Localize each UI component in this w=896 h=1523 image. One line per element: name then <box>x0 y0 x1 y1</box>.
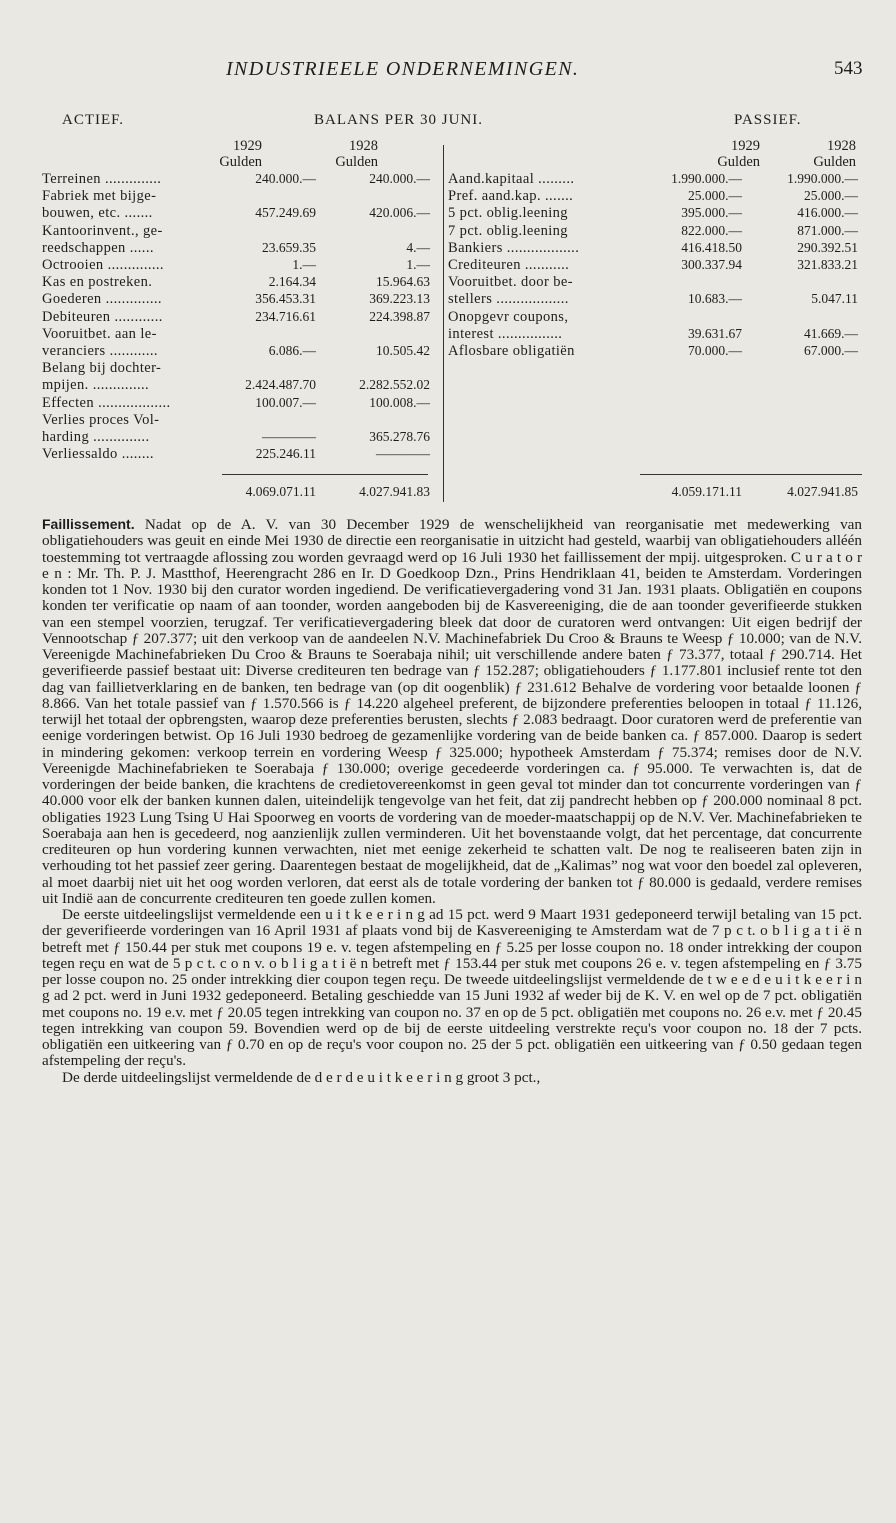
assets-row-value-1928: 4.— <box>406 239 430 255</box>
assets-row-label: Terreinen .............. <box>42 171 162 187</box>
liabilities-row-label: Vooruitbet. door be- <box>448 274 573 291</box>
paragraph-faillissement <box>42 516 862 907</box>
body-text <box>42 516 862 1086</box>
liabilities-row-label: Crediteuren ........... <box>448 257 570 273</box>
assets-row-value-1928: 100.008.— <box>369 394 430 410</box>
assets-row-label: Kas en postreken. <box>42 274 153 291</box>
liabilities-total-1929: 4.059.171.11 <box>671 484 742 499</box>
liabilities-row-value-1928: 1.990.000.— <box>787 171 858 186</box>
liab-unit-1929: Gulden <box>717 154 760 170</box>
liabilities-row-label: stellers .................. <box>448 291 569 308</box>
liabilities-row-value-1929: 822.000.— <box>681 222 742 238</box>
assets-total-1928: 4.027.941.83 <box>359 484 430 499</box>
liab-year-1928: 1928 <box>827 138 856 154</box>
assets-row-label: Effecten .................. <box>42 394 171 411</box>
assets-total-rule <box>222 474 428 475</box>
assets-header: ACTIEF. <box>62 112 125 128</box>
assets-row-label: Goederen .............. <box>42 291 162 308</box>
liabilities-total-1928: 4.027.941.85 <box>787 484 858 499</box>
section-heading: Faillissement. <box>42 516 135 532</box>
liabilities-row-value-1929: 416.418.50 <box>681 239 742 255</box>
assets-row-value-1929: 225.246.11 <box>255 446 316 462</box>
liabilities-row-value-1929: 10.683.— <box>688 291 742 307</box>
assets-row-label: harding .............. <box>42 429 150 445</box>
assets-row-label: Octrooien .............. <box>42 257 164 273</box>
liabilities-row-value-1928: 290.392.51 <box>797 239 858 255</box>
assets-row-value-1929: 2.424.487.70 <box>245 377 316 393</box>
liabilities-row-value-1928: 5.047.11 <box>811 291 858 307</box>
liabilities-row-value-1928: 321.833.21 <box>797 257 858 272</box>
assets-row-value-1928: 369.223.13 <box>369 291 430 307</box>
assets-row-value-1928: 240.000.— <box>369 171 430 186</box>
assets-row-value-1929: 2.164.34 <box>268 274 316 290</box>
assets-row-value-1929: 356.453.31 <box>255 291 316 307</box>
assets-row-label: Vooruitbet. aan le- <box>42 325 157 342</box>
liabilities-row-label: Pref. aand.kap. ....... <box>448 188 574 205</box>
assets-row-label: Debiteuren ............ <box>42 308 163 325</box>
column-divider <box>443 145 444 502</box>
assets-year-1929: 1929 <box>233 138 262 154</box>
assets-row-value-1929: 1.— <box>292 257 316 272</box>
assets-row-label: Belang bij dochter- <box>42 360 162 377</box>
assets-unit-1929: Gulden <box>219 154 262 170</box>
liabilities-row-value-1928: 25.000.— <box>804 188 858 204</box>
assets-row-value-1928: 2.282.552.02 <box>359 377 430 393</box>
liabilities-row-value-1929: 25.000.— <box>688 188 742 204</box>
assets-row-value-1929: 240.000.— <box>255 171 316 186</box>
balance-title: BALANS PER 30 JUNI. <box>314 112 484 128</box>
assets-row-value-1928: 420.006.— <box>369 205 430 221</box>
assets-row-label: veranciers ............ <box>42 343 158 359</box>
liabilities-row-value-1928: 67.000.— <box>804 343 858 358</box>
liabilities-row-value-1929: 39.631.67 <box>688 325 742 341</box>
liabilities-row-value-1929: 1.990.000.— <box>671 171 742 186</box>
liab-unit-1928: Gulden <box>813 154 856 170</box>
assets-total-1929: 4.069.071.11 <box>245 484 316 499</box>
assets-row-value-1928: 15.964.63 <box>376 274 430 290</box>
assets-row-label: bouwen, etc. ....... <box>42 205 153 222</box>
assets-row-value-1928: ———— <box>376 446 430 462</box>
assets-row-value-1929: 234.716.61 <box>255 308 316 324</box>
paragraph-1: Nadat op de A. V. van 30 December 1929 de wenschelijkheid van reorganisatie met medewerking van obligatiehouders was geuit en einde Mei 1930 de directie een reorganisatie in uitzicht had gesteld, waarbij van obligatiehouders alléén toestemming tot vertraagde aflossing zou worden gevraagd werd op 16 Juli 1930 het faillissement der mpij. uitgesproken. C u r a t o r e n : Mr. Th. P. J. Mastthof, Heerengracht 286 en Ir. D Goedkoop Dzn., Prins Hendriklaan 41, beiden te Amsterdam. Vorderingen konden tot 1 Nov. 1930 bij den curator worden ingediend. De verificatievergadering vond 31 Jan. 1931 plaats. Obligatiën en coupons konden ter verificatie op naam of aan toonder, worden aangeboden bij de Kasvereeniging, die de aan toonder geverifieerde stukken van een stempel voorzien, terugzaf. Ter verificatievergadering bleek dat door de curatoren werd ontvangen: Uit eigen bedrijf der Vennootschap ƒ 207.377; uit den verkoop van de aandeelen N.V. Machinefabriek Du Croo & Brauns te Weesp ƒ 10.000; van de N.V. Vereenigde Machinefabrieken Du Croo & Brauns te Soerabaja nihil; uit verschillende andere baten ƒ 73.377, totaal ƒ 290.714. Het geverifieerde passief bestaat uit: Diverse crediteuren ten bedrage van ƒ 152.287; obligatiehouders ƒ 1.177.801 inclusief rente tot den dag van faillietverklaring en de banken, ten bedrage van (op dit oogenblik) ƒ 231.612 Behalve de vordering voor betaalde loonen ƒ 8.866. Van het totale passief van ƒ 1.570.566 is ƒ 14.220 algeheel preferent, de bijzondere preferenties beloopen in totaal ƒ 11.126, terwijl het totaal der opbrengsten, waarop deze preferenties berusten, slechts ƒ 2.083 bedraagt. Door curatoren werd de preferentie van eenige vorderingen betwist. Op 16 Juli 1930 bedroeg de gezamenlijke vordering van de beide banken ca. ƒ 857.000. Daarop is sedert in mindering gekomen: verkoop terrein en vordering Weesp ƒ 325.000; hypotheek Amsterdam ƒ 75.374; remises door de N.V. Vereenigde Machinefabrieken te Soerabaja ƒ 130.000; overige gecedeerde vorderingen ca. ƒ 95.000. Te verwachten is, dat de vorderingen der beide banken, die krachtens de credietovereenkomst in geen geval tot minder dan tot concurrente vorderingen van ƒ 40.000 voor elk der banken kunnen dalen, uiteindelijk tengevolge van het feit, dat zij pandrecht hebben op ƒ 200.000 nominaal 8 pct. obligaties 1923 Lung Tsing U Hai Spoorweg en voorts de vordering van de moeder-maatschappij op de N.V. Ver. Machinefabrieken te Soerabaja aan hen is gecedeerd, nog aanzienlijk zullen verminderen. Uit het bovenstaande volgt, dat het percentage, dat concurrente crediteuren op hun vordering kunnen verwachten, niet met eenige zekerheid te schatten valt. De nog te realiseeren baten zijn in verhouding tot het passief zeer gering. Daarentegen bestaat de mogelijkheid, dat de „Kalimas” nog wat voor den boedel zal opleveren, al moet daarbij niet uit het oog worden verloren, dat eerst als de totale vordering der banken tot ƒ 80.000 is gedaald, verdere remises uit Indië aan de concurrente crediteuren ten goede zullen komen. <box>42 516 862 907</box>
liabilities-row-label: Onopgevr coupons, <box>448 308 569 325</box>
liabilities-header: PASSIEF. <box>734 112 802 128</box>
liabilities-row-value-1928: 41.669.— <box>804 325 858 341</box>
assets-year-1928: 1928 <box>349 138 378 154</box>
liabilities-row-label: Bankiers .................. <box>448 239 580 256</box>
paragraph-2: De eerste uitdeelingslijst vermeldende een u i t k e e r i n g ad 15 pct. werd 9 Maart 1931 gedeponeerd terwijl betaling van 15 pct. der geverifieerde vorderingen van 16 April 1931 af plaats vond bij de Kasvereeniging te Amsterdam wat de 7 p c t. o b l i g a t i ë n betreft met ƒ 150.44 per stuk met coupons 19 e. v. tegen afstempeling en ƒ 5.25 per losse coupon no. 18 onder intrekking der coupon tegen reçu en wat de 5 p c t. c o n v. o b l i g a t i ë n betreft met ƒ 153.44 per stuk met coupons 26 e. v. tegen afstempeling en ƒ 3.75 per losse coupon no. 25 onder intrekking dier coupon tegen reçu. De tweede uitdeelingslijst vermeldende de t w e e d e u i t k e e r i n g ad 2 pct. werd in Juni 1932 gedeponeerd. Betaling geschiedde van 15 Juni 1932 af weder bij de K. V. en wel op de 7 pct. obligatiën met coupons no. 19 e.v. met ƒ 20.05 tegen intrekking van coupon no. 37 en op de 5 pct. obligatiën met coupons no. 26 e.v. met ƒ 20.45 tegen intrekking van coupon 59. Bovendien werd op de bij de eerste uitdeeling verstrekte reçu's voor coupon no. 18 der 7 pcts. obligatiën een uitkeering van ƒ 0.70 en op de reçu's voor coupon no. 25 der 5 pct. obligatiën een uitkeering van ƒ 0.50 gedaan tegen afstempeling der reçu's. <box>42 906 862 1070</box>
assets-row-label: Verliessaldo ........ <box>42 446 154 463</box>
assets-row-value-1928: 1.— <box>406 257 430 272</box>
liabilities-total-rule <box>640 474 862 475</box>
liab-year-1929: 1929 <box>731 138 760 154</box>
liabilities-row-value-1929: 70.000.— <box>688 343 742 358</box>
liabilities-row-value-1929: 395.000.— <box>681 205 742 221</box>
liabilities-row-label: interest ................ <box>448 325 563 342</box>
liabilities-row-value-1928: 871.000.— <box>797 222 858 238</box>
assets-row-label: Kantoorinvent., ge- <box>42 222 163 239</box>
assets-unit-1928: Gulden <box>335 154 378 170</box>
assets-row-value-1928: 224.398.87 <box>369 308 430 324</box>
liabilities-row-value-1929: 300.337.94 <box>681 257 742 272</box>
assets-row-value-1929: 457.249.69 <box>255 205 316 221</box>
paragraph-3: De derde uitdeelingslijst vermeldende de d e r d e u i t k e e r i n g groot 3 pct., <box>62 1068 541 1086</box>
assets-row-label: mpijen. .............. <box>42 377 150 394</box>
liabilities-row-label: Aand.kapitaal ......... <box>448 171 575 187</box>
assets-row-value-1928: 10.505.42 <box>376 343 430 358</box>
assets-row-value-1929: ———— <box>262 429 316 444</box>
assets-row-label: reedschappen ...... <box>42 239 154 256</box>
assets-row-label: Fabriek met bijge- <box>42 188 157 205</box>
liabilities-row-value-1928: 416.000.— <box>797 205 858 221</box>
assets-row-value-1928: 365.278.76 <box>369 429 430 444</box>
assets-row-value-1929: 100.007.— <box>255 394 316 410</box>
assets-row-value-1929: 23.659.35 <box>262 239 316 255</box>
liabilities-row-label: 5 pct. oblig.leening <box>448 205 568 222</box>
page-number: 543 <box>834 58 863 79</box>
liabilities-row-label: Aflosbare obligatiën <box>448 343 575 359</box>
assets-row-value-1929: 6.086.— <box>268 343 316 358</box>
running-head <box>0 58 896 88</box>
assets-row-label: Verlies proces Vol- <box>42 411 160 428</box>
running-head-title: INDUSTRIEELE ONDERNEMINGEN. <box>226 58 580 80</box>
liabilities-row-label: 7 pct. oblig.leening <box>448 222 568 239</box>
